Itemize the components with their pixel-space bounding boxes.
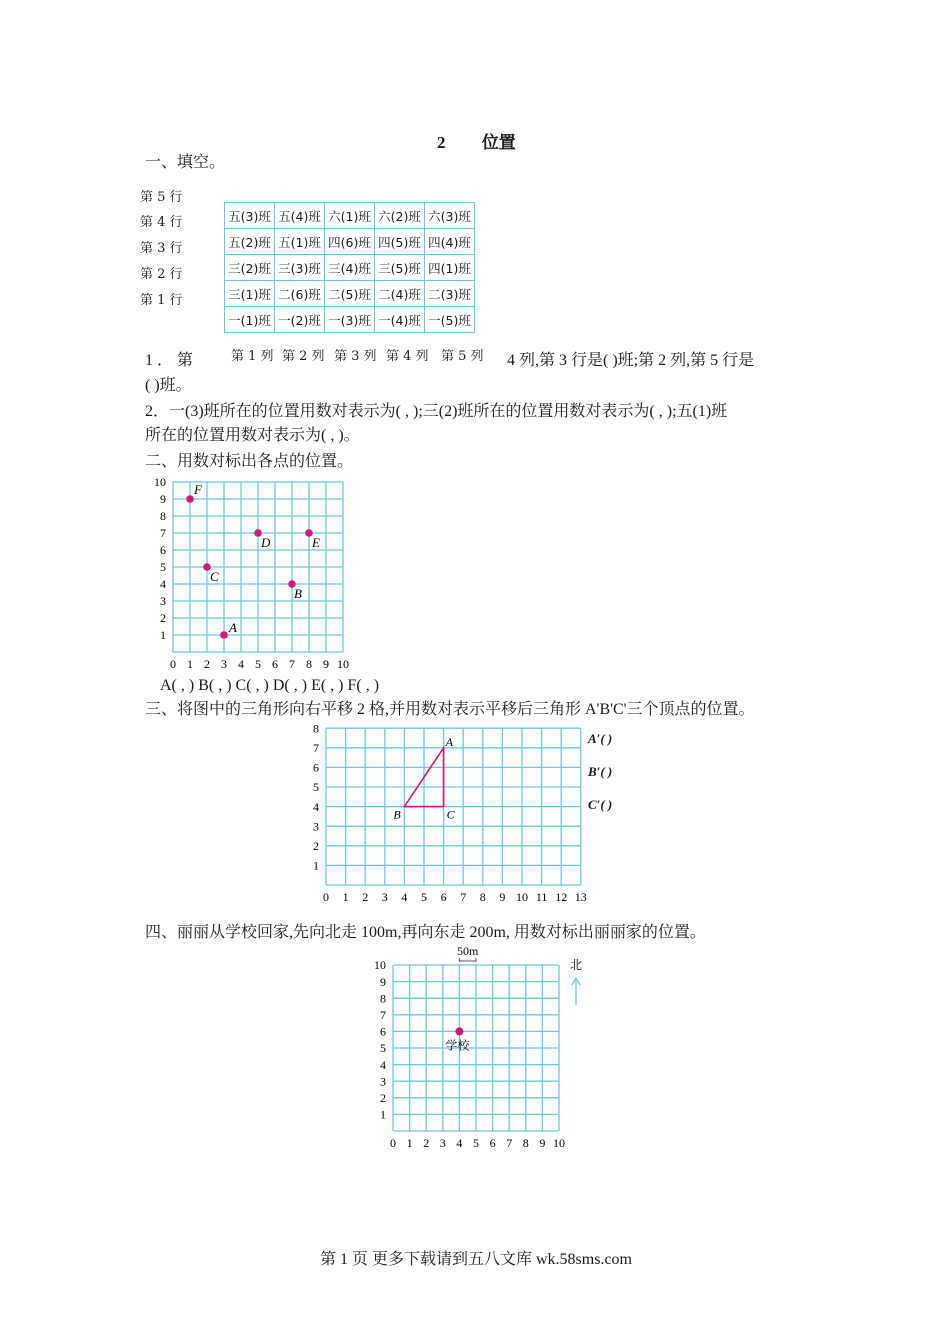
y-tick-label: 4 (380, 1057, 386, 1072)
column-label: 第 4 列 (386, 349, 429, 364)
y-tick-label: 6 (313, 760, 319, 775)
page-footer: 第 1 页 更多下载请到五八文库 wk.58sms.com (320, 1251, 633, 1268)
table-cell: 五(3)班 (225, 203, 275, 229)
table-cell: 六(1)班 (325, 203, 375, 229)
answer-a-prime: A′( ) (588, 731, 613, 746)
school-label: 学校 (445, 1038, 470, 1053)
table-cell: 五(2)班 (225, 229, 275, 255)
table-cell: 五(1)班 (275, 229, 325, 255)
answer-c-prime: C′( ) (588, 797, 613, 812)
y-tick-label: 2 (313, 839, 319, 853)
table-cell: 四(4)班 (425, 229, 475, 255)
y-tick-label: 9 (380, 974, 386, 989)
x-tick-label: 11 (535, 890, 548, 904)
y-tick-label: 8 (160, 509, 166, 524)
y-tick-label: 3 (160, 594, 166, 609)
y-tick-label: 1 (313, 858, 319, 873)
y-tick-label: 1 (160, 628, 166, 643)
section3-heading: 三、将图中的三角形向右平移 2 格,并用数对表示平移后三角形 A'B'C'三个顶点的位置。 (145, 701, 755, 718)
title-text: 位置 (481, 133, 516, 152)
section4-heading: 四、丽丽从学校回家,先向北走 100m,再向东走 200m, 用数对标出丽丽家的位置。 (145, 924, 706, 941)
column-label: 第 2 列 (282, 349, 325, 364)
x-tick-label: 6 (272, 657, 278, 671)
table-cell: 四(6)班 (325, 229, 375, 255)
y-tick-label: 10 (154, 475, 166, 490)
point-label: E (312, 535, 320, 550)
x-tick-label: 5 (255, 657, 261, 671)
title-number: 2 (437, 133, 446, 152)
point-label: D (261, 535, 271, 550)
answer-b-prime: B′( ) (588, 764, 613, 779)
point-label: F (194, 482, 202, 497)
y-tick-label: 8 (380, 991, 386, 1006)
x-tick-label: 10 (516, 890, 528, 904)
x-tick-label: 6 (489, 1136, 496, 1150)
question-2-line2: 所在的位置用数对表示为( , )。 (145, 427, 360, 444)
row-label: 第 2 行 (140, 267, 183, 282)
point-label: B (294, 586, 302, 601)
y-tick-label: 6 (160, 543, 166, 558)
x-tick-label: 9 (539, 1136, 546, 1150)
point-f (186, 495, 194, 503)
x-tick-label: 2 (204, 657, 210, 671)
table-cell: 二(5)班 (325, 281, 375, 307)
section1-heading: 一、填空。 (145, 154, 226, 171)
y-tick-label: 4 (313, 799, 319, 814)
x-tick-label: 7 (506, 1136, 513, 1150)
y-tick-label: 10 (374, 958, 386, 973)
y-tick-label: 5 (160, 560, 166, 575)
table-cell: 一(2)班 (275, 307, 325, 333)
table-row (225, 307, 475, 333)
x-tick-label: 0 (323, 890, 329, 904)
scale-label: 50m (457, 944, 479, 958)
vertex-label: B (393, 807, 401, 822)
question-1-line2: ( )班。 (145, 377, 192, 394)
table-cell: 四(1)班 (425, 255, 475, 281)
page-title (437, 128, 516, 153)
x-tick-label: 3 (381, 890, 388, 904)
y-tick-label: 7 (380, 1008, 386, 1022)
table-cell: 二(3)班 (425, 281, 475, 307)
x-tick-label: 7 (289, 657, 295, 671)
vertex-label: C (446, 807, 455, 822)
x-tick-label: 5 (473, 1136, 479, 1150)
x-tick-label: 3 (221, 657, 227, 671)
triangle-grid (300, 720, 600, 905)
y-tick-label: 6 (380, 1024, 386, 1039)
y-tick-label: 8 (313, 721, 319, 736)
x-tick-label: 4 (456, 1136, 463, 1150)
x-tick-label: 9 (323, 657, 329, 671)
y-tick-label: 2 (160, 611, 166, 626)
x-tick-label: 8 (479, 890, 486, 904)
table-row (225, 203, 475, 229)
classroom-table (224, 202, 475, 333)
x-tick-label: 3 (439, 1136, 446, 1150)
y-tick-label: 2 (380, 1091, 386, 1105)
x-tick-label: 13 (574, 890, 587, 904)
x-tick-label: 2 (362, 890, 369, 904)
row-label: 第 5 行 (140, 190, 183, 205)
column-label: 第 5 列 (441, 349, 484, 364)
question-1-prefix: 1 ． 第 (145, 352, 194, 369)
table-cell: 五(4)班 (275, 203, 325, 229)
x-tick-label: 9 (499, 890, 506, 904)
y-tick-label: 4 (160, 577, 166, 592)
x-tick-label: 5 (421, 890, 427, 904)
table-cell: 三(3)班 (275, 255, 325, 281)
table-cell: 三(2)班 (225, 255, 275, 281)
y-tick-label: 5 (380, 1041, 386, 1056)
x-tick-label: 0 (390, 1136, 396, 1150)
y-tick-label: 5 (313, 780, 319, 795)
x-tick-label: 10 (553, 1136, 565, 1150)
x-tick-label: 1 (187, 657, 193, 671)
vertex-label: A (445, 734, 453, 749)
table-row (225, 229, 475, 255)
x-tick-label: 1 (342, 890, 349, 904)
y-tick-label: 1 (380, 1107, 386, 1122)
question-1-text: 4 列,第 3 行是( )班;第 2 列,第 5 行是 (507, 352, 755, 369)
table-cell: 一(3)班 (325, 307, 375, 333)
point-label: A (229, 620, 237, 635)
y-tick-label: 7 (313, 741, 319, 755)
table-cell: 四(5)班 (375, 229, 425, 255)
x-tick-label: 6 (440, 890, 447, 904)
x-tick-label: 1 (406, 1136, 413, 1150)
row-label: 第 3 行 (140, 241, 183, 256)
question-2-line1: 2．一(3)班所在的位置用数对表示为( , );三(2)班所在的位置用数对表示为( , );五(1)班 (145, 403, 728, 420)
y-tick-label: 3 (380, 1074, 386, 1089)
x-tick-label: 8 (522, 1136, 529, 1150)
x-tick-label: 12 (555, 890, 568, 904)
table-cell: 六(3)班 (425, 203, 475, 229)
table-row (225, 281, 475, 307)
x-tick-label: 0 (170, 657, 176, 671)
north-label: 北 (569, 958, 583, 972)
answer-line: A( , ) B( , ) C( , ) D( , ) E( , ) F( , ) (160, 677, 380, 694)
table-cell: 二(6)班 (275, 281, 325, 307)
map-grid (365, 943, 605, 1153)
table-cell: 一(4)班 (375, 307, 425, 333)
table-cell: 三(4)班 (325, 255, 375, 281)
x-tick-label: 7 (460, 890, 467, 904)
table-cell: 一(5)班 (425, 307, 475, 333)
section2-heading: 二、用数对标出各点的位置。 (145, 453, 354, 470)
y-tick-label: 9 (160, 492, 166, 507)
table-cell: 一(1)班 (225, 307, 275, 333)
point-label: C (210, 569, 219, 584)
points-grid (140, 472, 380, 672)
x-tick-label: 4 (401, 890, 408, 904)
x-tick-label: 8 (306, 657, 312, 671)
row-label: 第 1 行 (140, 293, 183, 308)
point-a (220, 631, 228, 639)
table-cell: 三(1)班 (225, 281, 275, 307)
school-point (455, 1027, 463, 1035)
x-tick-label: 4 (238, 657, 244, 671)
column-label: 第 3 列 (334, 349, 377, 364)
row-label: 第 4 行 (140, 215, 183, 230)
translation-answers (588, 731, 612, 830)
x-tick-label: 10 (337, 657, 349, 671)
table-cell: 二(4)班 (375, 281, 425, 307)
x-tick-label: 2 (423, 1136, 430, 1150)
y-tick-label: 3 (313, 819, 319, 834)
table-cell: 六(2)班 (375, 203, 425, 229)
table-cell: 三(5)班 (375, 255, 425, 281)
column-label: 第 1 列 (231, 349, 274, 364)
y-tick-label: 7 (160, 526, 166, 541)
table-row (225, 255, 475, 281)
